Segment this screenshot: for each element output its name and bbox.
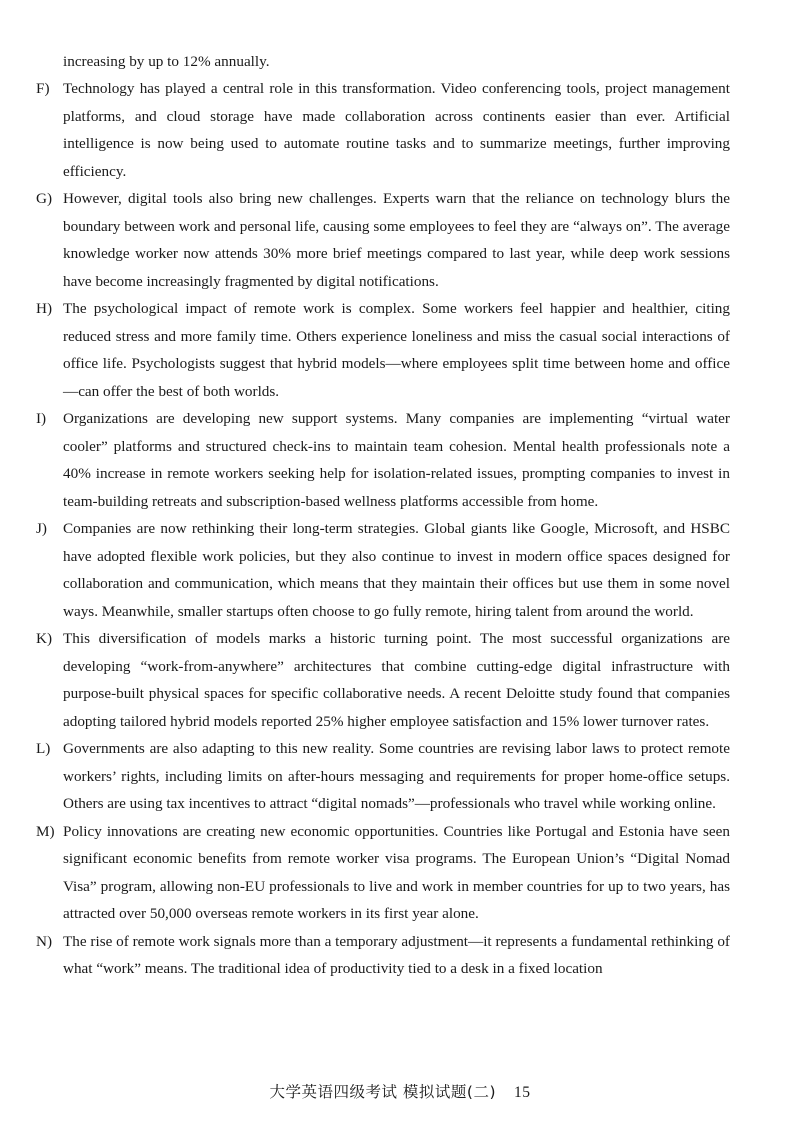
paragraph-text: Organizations are developing new support systems. Many companies are implementing “virtual water cooler” platforms and structured check-ins to maintain team cohesion. Mental health professionals note a 40% increase in remote workers seeking help for isolation-related issues, prompting companies to invest in team-building retreats and subscription-based wellness platforms accessible from home. bbox=[63, 410, 730, 510]
paragraph-list bbox=[36, 75, 730, 983]
paragraph-label: N) bbox=[36, 932, 53, 950]
continuation-text: increasing by up to 12% annually. bbox=[63, 53, 270, 70]
paragraph-text: Technology has played a central role in this transformation. Video conferencing tools, project management platforms, and cloud storage have made collaboration across continents easier than ever. Artificial intelligence is now being used to automate routine tasks and to summarize meetings, further improving efficiency. bbox=[63, 80, 730, 180]
footer-title: 大学英语四级考试 模拟试题(二) bbox=[269, 1083, 497, 1101]
paragraph-label: H) bbox=[36, 300, 53, 317]
paragraph-label: K) bbox=[36, 630, 53, 647]
page-footer bbox=[0, 1080, 800, 1102]
paragraph-text: However, digital tools also bring new challenges. Experts warn that the reliance on technology blurs the boundary between work and personal life, causing some employees to feel they are “always on”. The average knowledge worker now attends 30% more brief meetings compared to last year, while deep work sessions have become increasingly fragmented by digital notifications. bbox=[63, 190, 730, 290]
paragraph-label: F) bbox=[36, 80, 50, 97]
paragraph-l bbox=[36, 735, 730, 818]
paragraph-n bbox=[36, 928, 730, 983]
paragraph-label: L) bbox=[36, 740, 51, 757]
paragraph-j bbox=[36, 515, 730, 625]
paragraph-text: This diversification of models marks a historic turning point. The most successful organizations are developing “work-from-anywhere” architectures that combine cutting-edge digital infrastructure with purpose-built physical spaces for specific collaborative needs. A recent Deloitte study found that companies adopting tailored hybrid models reported 25% higher employee satisfaction and 15% lower turnover rates. bbox=[63, 630, 730, 730]
paragraph-text: Policy innovations are creating new economic opportunities. Countries like Portugal and Estonia have seen significant economic benefits from remote worker visa programs. The European Union’s “Digital Nomad Visa” program, allowing non-EU professionals to live and work in member countries for up to two years, has attracted over 50,000 overseas remote workers in its first year alone. bbox=[63, 822, 730, 922]
paragraph-f bbox=[36, 75, 730, 185]
paragraph-label: G) bbox=[36, 190, 53, 207]
paragraph-text: The rise of remote work signals more than a temporary adjustment—it represents a fundamental rethinking of what “work” means. The traditional idea of productivity tied to a desk in a fixed location bbox=[63, 932, 730, 977]
paragraph-h bbox=[36, 295, 730, 405]
page-number: 15 bbox=[514, 1084, 531, 1101]
paragraph-k bbox=[36, 625, 730, 735]
paragraph-text: Companies are now rethinking their long-term strategies. Global giants like Google, Microsoft, and HSBC have adopted flexible work policies, but they also continue to invest in modern office spaces designed for collaboration and communication, which means that they maintain their offices but use them in some novel ways. Meanwhile, smaller startups often choose to go fully remote, hiring talent from around the world. bbox=[63, 520, 730, 620]
paragraph-label: M) bbox=[36, 822, 55, 840]
paragraph-m bbox=[36, 818, 730, 928]
paragraph-text: Governments are also adapting to this new reality. Some countries are revising labor laws to protect remote workers’ rights, including limits on after-hours messaging and requirements for proper home-office setups. Others are using tax incentives to attract “digital nomads”—professionals who travel while working online. bbox=[63, 740, 730, 812]
paragraph-label: J) bbox=[36, 520, 47, 537]
paragraph-g bbox=[36, 185, 730, 295]
paragraph-text: The psychological impact of remote work is complex. Some workers feel happier and healthier, citing reduced stress and more family time. Others experience loneliness and miss the casual social interactions of office life. Psychologists suggest that hybrid models—where employees split time between home and office—can offer the best of both worlds. bbox=[63, 300, 730, 400]
paragraph-i bbox=[36, 405, 730, 515]
paragraph-label: I) bbox=[36, 410, 47, 427]
